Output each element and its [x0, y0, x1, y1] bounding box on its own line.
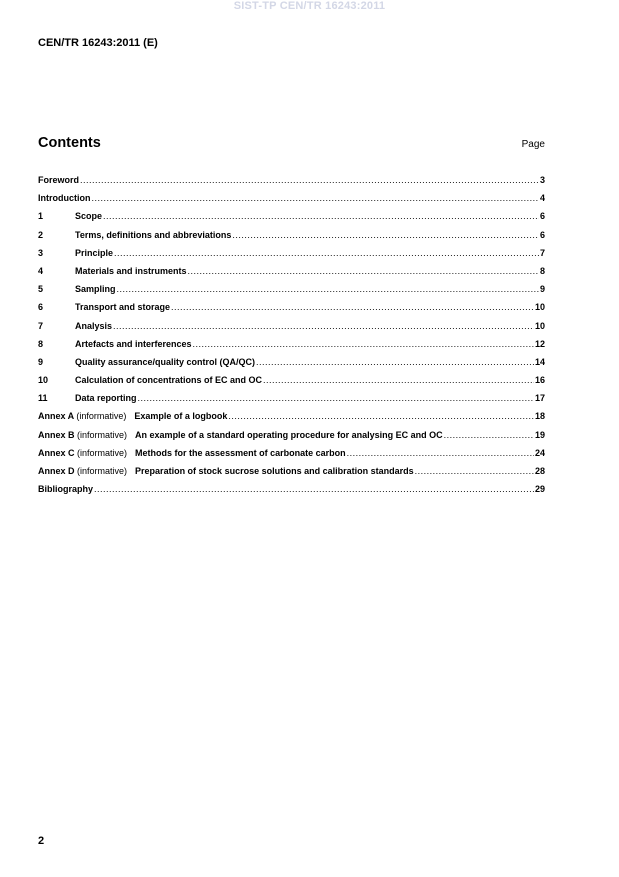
- toc-entry-page: 3: [539, 175, 545, 185]
- toc-leader-dots: [347, 448, 534, 458]
- toc-entry-title: Foreword: [38, 175, 80, 185]
- annex-label: Annex C: [38, 447, 75, 458]
- toc-entry-title: Preparation of stock sucrose solutions and calibration standards: [135, 466, 414, 476]
- toc-entry-title: Bibliography: [38, 484, 94, 495]
- toc-entry-annex-b[interactable]: [38, 430, 545, 448]
- toc-annex-label: [38, 448, 135, 458]
- toc-entry-title: Data reporting: [75, 393, 137, 404]
- toc-entry-title: Methods for the assessment of carbonate carbon: [135, 447, 346, 458]
- toc-entry-introduction[interactable]: [38, 193, 545, 211]
- toc-annex-label: [38, 430, 135, 440]
- toc-leader-dots: [103, 211, 539, 221]
- toc-leader-dots: [171, 302, 534, 312]
- toc-annex-label: [38, 411, 134, 421]
- toc-entry-bibliography[interactable]: [38, 484, 545, 502]
- toc-entry-artefacts[interactable]: [38, 339, 545, 357]
- toc-entry-number: 9: [38, 356, 44, 367]
- toc-entry-title: Transport and storage: [75, 302, 171, 313]
- toc-entry-title: Terms, definitions and abbreviations: [75, 229, 232, 240]
- annex-label: Annex B: [38, 429, 75, 440]
- toc-leader-dots: [138, 393, 534, 403]
- toc-entry-data-reporting[interactable]: [38, 393, 545, 411]
- toc-entry-title: Example of a logbook: [134, 411, 228, 422]
- toc-entry-title: Materials and instruments: [75, 265, 187, 276]
- toc-entry-number: 4: [38, 265, 44, 276]
- toc-entry-page: 9: [539, 284, 545, 295]
- toc-entry-page: 10: [534, 320, 545, 331]
- toc-leader-dots: [80, 175, 539, 185]
- toc-entry-page: 29: [534, 484, 545, 495]
- annex-label: Annex A: [38, 411, 74, 422]
- toc-entry-number: 11: [38, 393, 48, 404]
- toc-entry-title: Scope: [75, 211, 103, 222]
- annex-label: Annex D: [38, 466, 75, 476]
- toc-entry-page: 12: [534, 338, 545, 349]
- toc-leader-dots: [444, 430, 534, 440]
- toc-entry-title: Calculation of concentrations of EC and OC: [75, 375, 263, 386]
- toc-leader-dots: [94, 484, 534, 494]
- toc-entry-transport[interactable]: [38, 302, 545, 320]
- toc-entry-title: An example of a standard operating procedure for analysing EC and OC: [135, 429, 443, 440]
- watermark: SIST-TP CEN/TR 16243:2011: [233, 0, 386, 12]
- page-number: 2: [38, 835, 45, 847]
- toc-entry-page: 14: [534, 356, 545, 367]
- toc-entry-number: 2: [38, 229, 44, 240]
- table-of-contents: [38, 175, 545, 502]
- toc-entry-number: 10: [38, 375, 49, 386]
- toc-entry-page: 19: [534, 429, 545, 440]
- annex-type: (informative): [77, 447, 128, 458]
- toc-entry-calculation[interactable]: [38, 375, 545, 393]
- toc-entry-annex-c[interactable]: [38, 448, 545, 466]
- toc-entry-foreword[interactable]: [38, 175, 545, 193]
- toc-entry-terms[interactable]: [38, 230, 545, 248]
- toc-entry-number: 7: [38, 320, 44, 331]
- toc-leader-dots: [188, 266, 539, 276]
- toc-entry-annex-a[interactable]: [38, 411, 545, 429]
- document-id: CEN/TR 16243:2011 (E): [38, 37, 158, 49]
- toc-entry-number: 6: [38, 302, 44, 313]
- toc-leader-dots: [232, 230, 539, 240]
- toc-leader-dots: [415, 466, 534, 476]
- toc-entry-qaqc[interactable]: [38, 357, 545, 375]
- toc-entry-number: 1: [38, 211, 44, 222]
- page-column-label: Page: [521, 139, 545, 150]
- toc-entry-page: 16: [534, 375, 545, 386]
- annex-type: (informative): [76, 411, 127, 422]
- toc-entry-number: 5: [38, 284, 44, 295]
- toc-leader-dots: [113, 321, 534, 331]
- toc-leader-dots: [117, 284, 539, 294]
- toc-entry-analysis[interactable]: [38, 321, 545, 339]
- toc-entry-page: 8: [539, 265, 545, 276]
- toc-entry-title: Quality assurance/quality control (QA/QC): [75, 356, 256, 367]
- toc-entry-title: Introduction: [38, 193, 91, 204]
- annex-type: (informative): [77, 429, 128, 440]
- toc-leader-dots: [228, 411, 534, 421]
- toc-entry-title: Sampling: [75, 284, 116, 295]
- toc-entry-title: Analysis: [75, 320, 113, 331]
- toc-entry-number: 8: [38, 338, 44, 349]
- toc-annex-label: [38, 466, 135, 476]
- toc-entry-page: 6: [539, 211, 545, 222]
- toc-entry-sampling[interactable]: [38, 284, 545, 302]
- toc-leader-dots: [92, 193, 539, 203]
- contents-title: Contents: [38, 135, 101, 151]
- toc-leader-dots: [193, 339, 534, 349]
- toc-entry-title: Artefacts and interferences: [75, 338, 192, 349]
- toc-leader-dots: [256, 357, 534, 367]
- toc-leader-dots: [114, 248, 539, 258]
- toc-entry-scope[interactable]: [38, 211, 545, 229]
- toc-entry-page: 7: [539, 247, 545, 258]
- toc-entry-page: 24: [534, 447, 545, 458]
- toc-entry-page: 28: [534, 466, 545, 476]
- annex-type: (informative): [77, 466, 128, 476]
- toc-entry-annex-d[interactable]: [38, 466, 545, 484]
- toc-entry-principle[interactable]: [38, 248, 545, 266]
- toc-entry-page: 10: [534, 302, 545, 313]
- toc-entry-page: 18: [534, 411, 545, 422]
- toc-leader-dots: [263, 375, 534, 385]
- toc-entry-materials[interactable]: [38, 266, 545, 284]
- toc-entry-title: Principle: [75, 247, 114, 258]
- toc-entry-page: 4: [539, 193, 545, 204]
- toc-entry-number: 3: [38, 247, 44, 258]
- toc-entry-page: 17: [534, 393, 545, 404]
- toc-entry-page: 6: [539, 229, 545, 240]
